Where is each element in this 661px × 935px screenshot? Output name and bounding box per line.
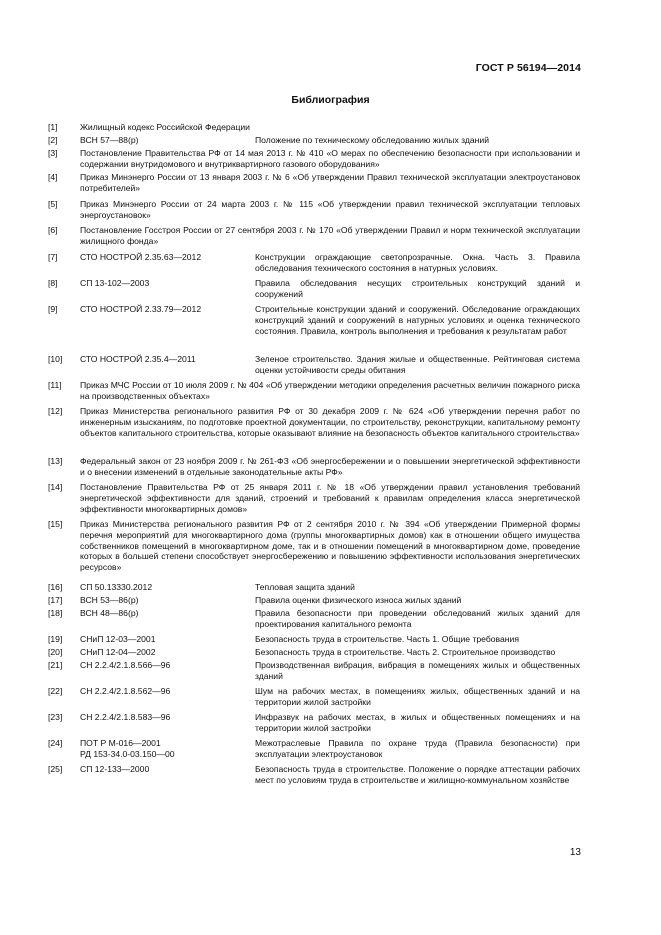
entry-number: [23] (48, 712, 63, 722)
entry-text: Жилищный кодекс Российской Федерации (80, 122, 250, 132)
entry-number: [12] (48, 406, 63, 416)
entry-description: Тепловая защита зданий (255, 582, 355, 592)
entry-description: Правила безопасности при проведении обследований жилых зданий для проектирования капитального ремонта (255, 608, 580, 629)
entry-number: [9] (48, 304, 58, 314)
entry-code: СНиП 12-04—2002 (80, 647, 156, 657)
entry-text: Приказ Минэнерго России от 13 января 2003 г. № 6 «Об утверждении Правил технической эксплуатации электроустановок потребителей» (80, 172, 580, 193)
entry-number: [4] (48, 172, 58, 182)
entry-description: Положение по техническому обследованию жилых зданий (255, 135, 490, 145)
entry-code: ПОТ Р М-016—2001 РД 153-34.0-03.150—00 (80, 738, 175, 759)
entry-code: ВСН 57—88(р) (80, 135, 139, 145)
entry-number: [22] (48, 686, 63, 696)
entry-number: [2] (48, 135, 58, 145)
entry-number: [18] (48, 608, 63, 618)
entry-number: [6] (48, 225, 58, 235)
entry-code: СН 2.2.4/2.1.8.583—96 (80, 712, 171, 722)
page-number: 13 (569, 847, 581, 858)
entry-text: Приказ МЧС России от 10 июля 2009 г. № 404 «Об утверждении методики определения расчетных величин пожарного риска на производственных объектах» (80, 380, 580, 401)
entry-description: Безопасность труда в строительстве. Часть 1. Общие требования (255, 634, 519, 644)
entry-description: Безопасность труда в строительстве. Часть 2. Строительное производство (255, 647, 556, 657)
entry-text: Постановление Госстроя России от 27 сентября 2003 г. № 170 «Об утверждении Правил и норм технической эксплуатации жилищного фонда» (80, 225, 580, 246)
entry-code: СП 13-102—2003 (80, 278, 150, 288)
entry-number: [11] (48, 380, 62, 390)
entry-number: [10] (48, 354, 63, 364)
entry-code: ВСН 53—86(р) (80, 595, 139, 605)
entry-number: [16] (48, 582, 63, 592)
entry-number: [14] (48, 482, 63, 492)
entry-number: [8] (48, 278, 58, 288)
entry-text: Приказ Минэнерго России от 24 марта 2003 г. № 115 «Об утверждении правил технической эксплуатации тепловых энергоустановок» (80, 199, 580, 220)
entry-code: СТО НОСТРОЙ 2.33.79—2012 (80, 304, 202, 314)
entry-code: СН 2.2.4/2.1.8.562—96 (80, 686, 171, 696)
entry-number: [5] (48, 199, 58, 209)
entry-code: СП 50.13330.2012 (80, 582, 153, 592)
entry-description: Шум на рабочих местах, в помещениях жилых, общественных зданий и на территории жилой застройки (255, 686, 580, 707)
entry-description: Строительные конструкции зданий и сооружений. Обследование ограждающих конструкций зданий и сооружений в натурных условиях и оценка технического состояния. Правила, контроль выполнения и требования к результатам работ (255, 304, 580, 336)
document-header-id: ГОСТ Р 56194—2014 (475, 62, 581, 74)
entry-description: Безопасность труда в строительстве. Положение о порядке аттестации рабочих мест по условиям труда в строительстве и жилищно-коммунальном хозяйстве (255, 764, 580, 785)
entry-text: Приказ Министерства регионального развития РФ от 30 декабря 2009 г. № 624 «Об утверждении перечня работ по инженерным изысканиям, по подготовке проектной документации, по строительству, реконструкции, капитальному ремонту объектов капитального строительства, которые оказывают влияние на безопасность объектов капитального строительства» (80, 406, 580, 438)
entry-code: СНиП 12-03—2001 (80, 634, 156, 644)
entry-number: [15] (48, 519, 63, 529)
entry-number: [24] (48, 738, 63, 748)
entry-number: [7] (48, 252, 58, 262)
entry-text: Постановление Правительства РФ от 25 января 2011 г. № 18 «Об утверждении правил установления требований энергетической эффективности для зданий, строений и требований к правилам определения класса энергетической эффективности многоквартирных домов» (80, 482, 580, 514)
entry-code: ВСН 48—86(р) (80, 608, 139, 618)
entry-description: Межотраслевые Правила по охране труда (Правила безопасности) при эксплуатации электроустановок (255, 738, 580, 759)
entry-number: [17] (48, 595, 63, 605)
entry-number: [20] (48, 647, 63, 657)
entry-description: Правила оценки физического износа жилых зданий (255, 595, 462, 605)
entry-description: Зеленое строительство. Здания жилые и общественные. Рейтинговая система оценки устойчивости среды обитания (255, 354, 580, 375)
entry-text: Приказ Министерства регионального развития РФ от 2 сентября 2010 г. № 394 «Об утверждении Примерной формы перечня мероприятий для многоквартирного дома (группы многоквартирных домов) как в отношении общего имущества собственников помещений в многоквартирном доме, так и в отношении помещений в многоквартирном доме, проведение которых в большей степени способствует энергосбережению и повышению эффективности использования энергетических ресурсов» (80, 519, 580, 573)
entry-number: [3] (48, 148, 58, 158)
entry-text: Федеральный закон от 23 ноября 2009 г. № 261-ФЗ «Об энергосбережении и о повышении энергетической эффективности и о внесении изменений в отдельные законодательные акты РФ» (80, 456, 580, 477)
entry-code: СТО НОСТРОЙ 2.35.4—2011 (80, 354, 196, 364)
entry-number: [13] (48, 456, 63, 466)
entry-number: [1] (48, 122, 58, 132)
entry-description: Инфразвук на рабочих местах, в жилых и общественных помещениях и на территории жилой застройки (255, 712, 580, 733)
entry-number: [25] (48, 764, 63, 774)
entry-description: Конструкции ограждающие светопрозрачные. Окна. Часть 3. Правила обследования технического состояния в натурных условиях. (255, 252, 580, 273)
entry-code: СТО НОСТРОЙ 2.35.63—2012 (80, 252, 202, 262)
entry-description: Производственная вибрация, вибрация в помещениях жилых и общественных зданий (255, 660, 580, 681)
entry-code: СН 2.2.4/2.1.8.566—96 (80, 660, 171, 670)
entry-text: Постановление Правительства РФ от 14 мая 2013 г. № 410 «О мерах по обеспечению безопасности при использовании и содержании внутридомового и внутриквартирного газового оборудования» (80, 148, 580, 169)
entry-number: [21] (48, 660, 63, 670)
entry-number: [19] (48, 634, 63, 644)
entry-code: СП 12-133—2000 (80, 764, 150, 774)
bibliography-title: Библиография (291, 94, 370, 106)
entry-description: Правила обследования несущих строительных конструкций зданий и сооружений (255, 278, 580, 299)
